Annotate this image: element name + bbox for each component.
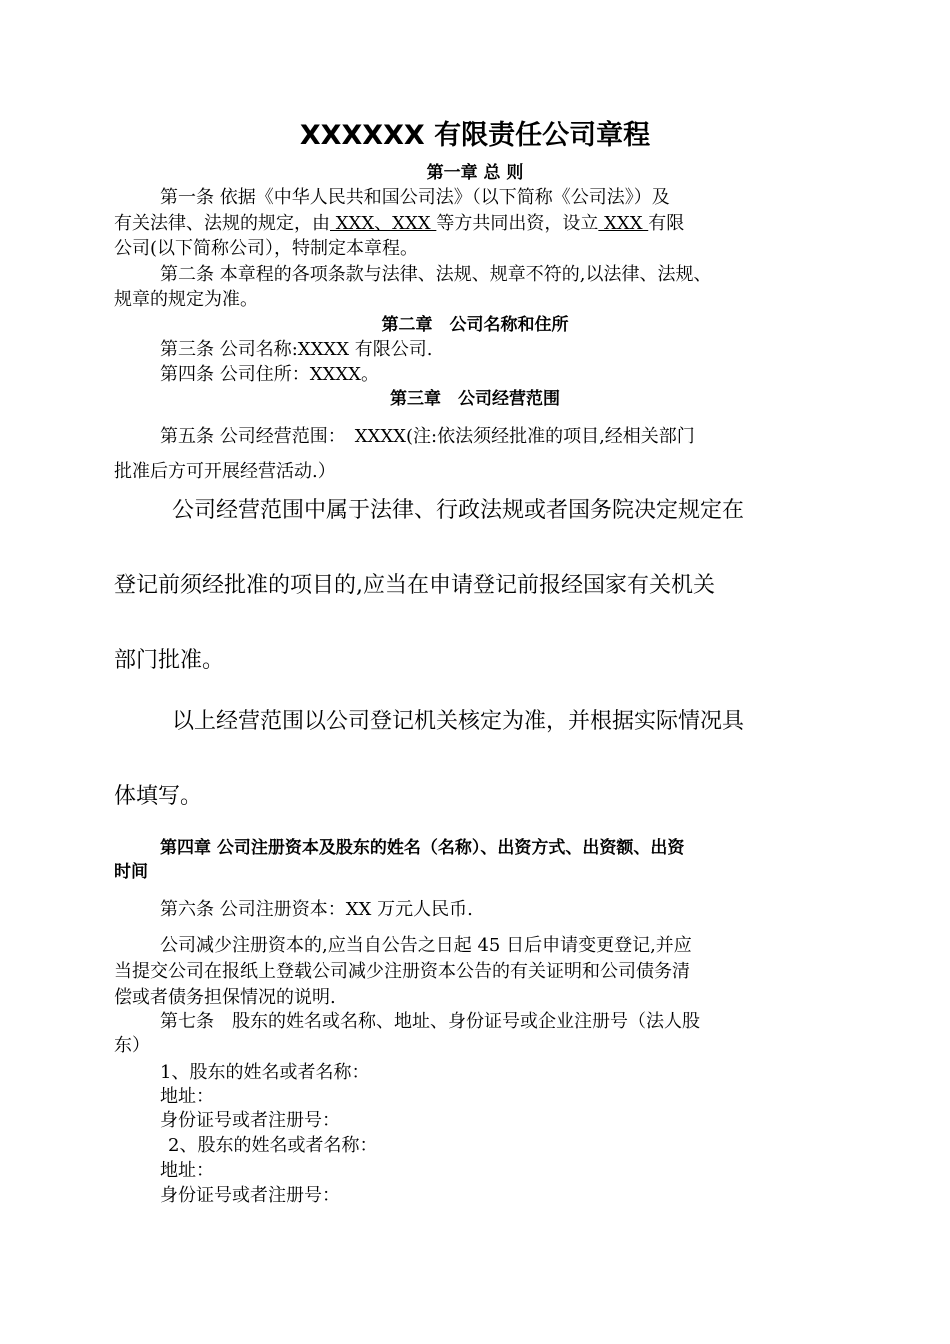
article-6: 第六条 公司注册资本：XX 万元人民币. xyxy=(160,899,473,920)
article-2-line-1: 第二条 本章程的各项条款与法律、法规、规章不符的,以法律、法规、 xyxy=(160,264,712,285)
article-7-line-2: 东） xyxy=(114,1035,150,1056)
article-7-line-1: 第七条 股东的姓名或名称、地址、身份证号或企业注册号（法人股 xyxy=(160,1011,700,1032)
article-1-text: 有限 xyxy=(648,213,685,234)
shareholder-1-id: 身份证号或者注册号： xyxy=(160,1110,340,1131)
article-1-text: 等方共同出资，设立 xyxy=(436,213,599,234)
shareholder-1-name: 1、股东的姓名或者名称： xyxy=(160,1062,370,1083)
chapter-2-heading: 第二章 公司名称和住所 xyxy=(381,315,569,335)
article-5-line-2: 批准后方可开展经营活动.） xyxy=(114,461,336,482)
article-4: 第四条 公司住所：XXXX。 xyxy=(160,364,379,385)
article-2-line-2: 规章的规定为准。 xyxy=(114,289,258,310)
article-1-line-1: 第一条 依据《中华人民共和国公司法》（以下简称《公司法》）及 xyxy=(160,187,670,208)
scope-note-1-line-1: 公司经营范围中属于法律、行政法规或者国务院决定规定在 xyxy=(172,498,745,523)
document-title: XXXXXX 有限责任公司章程 xyxy=(299,120,651,151)
capital-reduction-line-2: 当提交公司在报纸上登载公司减少注册资本公告的有关证明和公司债务清 xyxy=(114,961,690,982)
article-1-line-3: 公司(以下简称公司），特制定本章程。 xyxy=(114,238,419,259)
article-3: 第三条 公司名称:XXXX 有限公司. xyxy=(160,339,433,360)
shareholder-1-address: 地址： xyxy=(160,1086,214,1107)
chapter-1-heading: 第一章 总 则 xyxy=(426,163,524,183)
capital-reduction-line-3: 偿或者债务担保情况的说明. xyxy=(114,987,336,1008)
scope-note-1-line-3: 部门批准。 xyxy=(114,648,225,673)
article-1-text: 有关法律、法规的规定，由 xyxy=(114,213,330,234)
company-name-blank: XXX xyxy=(598,213,649,234)
shareholder-2-id: 身份证号或者注册号： xyxy=(160,1185,340,1206)
chapter-4-heading-line-2: 时间 xyxy=(114,862,148,882)
article-1-line-2 xyxy=(114,212,854,236)
scope-note-1-line-2: 登记前须经批准的项目的,应当在申请登记前报经国家有关机关 xyxy=(114,573,715,598)
article-5-line-1: 第五条 公司经营范围： XXXX(注:依法须经批准的项目,经相关部门 xyxy=(160,426,695,447)
shareholder-2-name: 2、股东的姓名或者名称： xyxy=(168,1135,378,1156)
scope-note-2-line-1: 以上经营范围以公司登记机关核定为准，并根据实际情况具 xyxy=(172,709,745,734)
scope-note-2-line-2: 体填写。 xyxy=(114,784,203,809)
investors-blank: XXX、XXX xyxy=(330,213,437,234)
capital-reduction-line-1: 公司减少注册资本的,应当自公告之日起 45 日后申请变更登记,并应 xyxy=(160,935,692,956)
chapter-3-heading: 第三章 公司经营范围 xyxy=(390,389,560,409)
chapter-4-heading-line-1: 第四章 公司注册资本及股东的姓名（名称）、出资方式、出资额、出资 xyxy=(160,838,685,858)
shareholder-2-address: 地址： xyxy=(160,1160,214,1181)
